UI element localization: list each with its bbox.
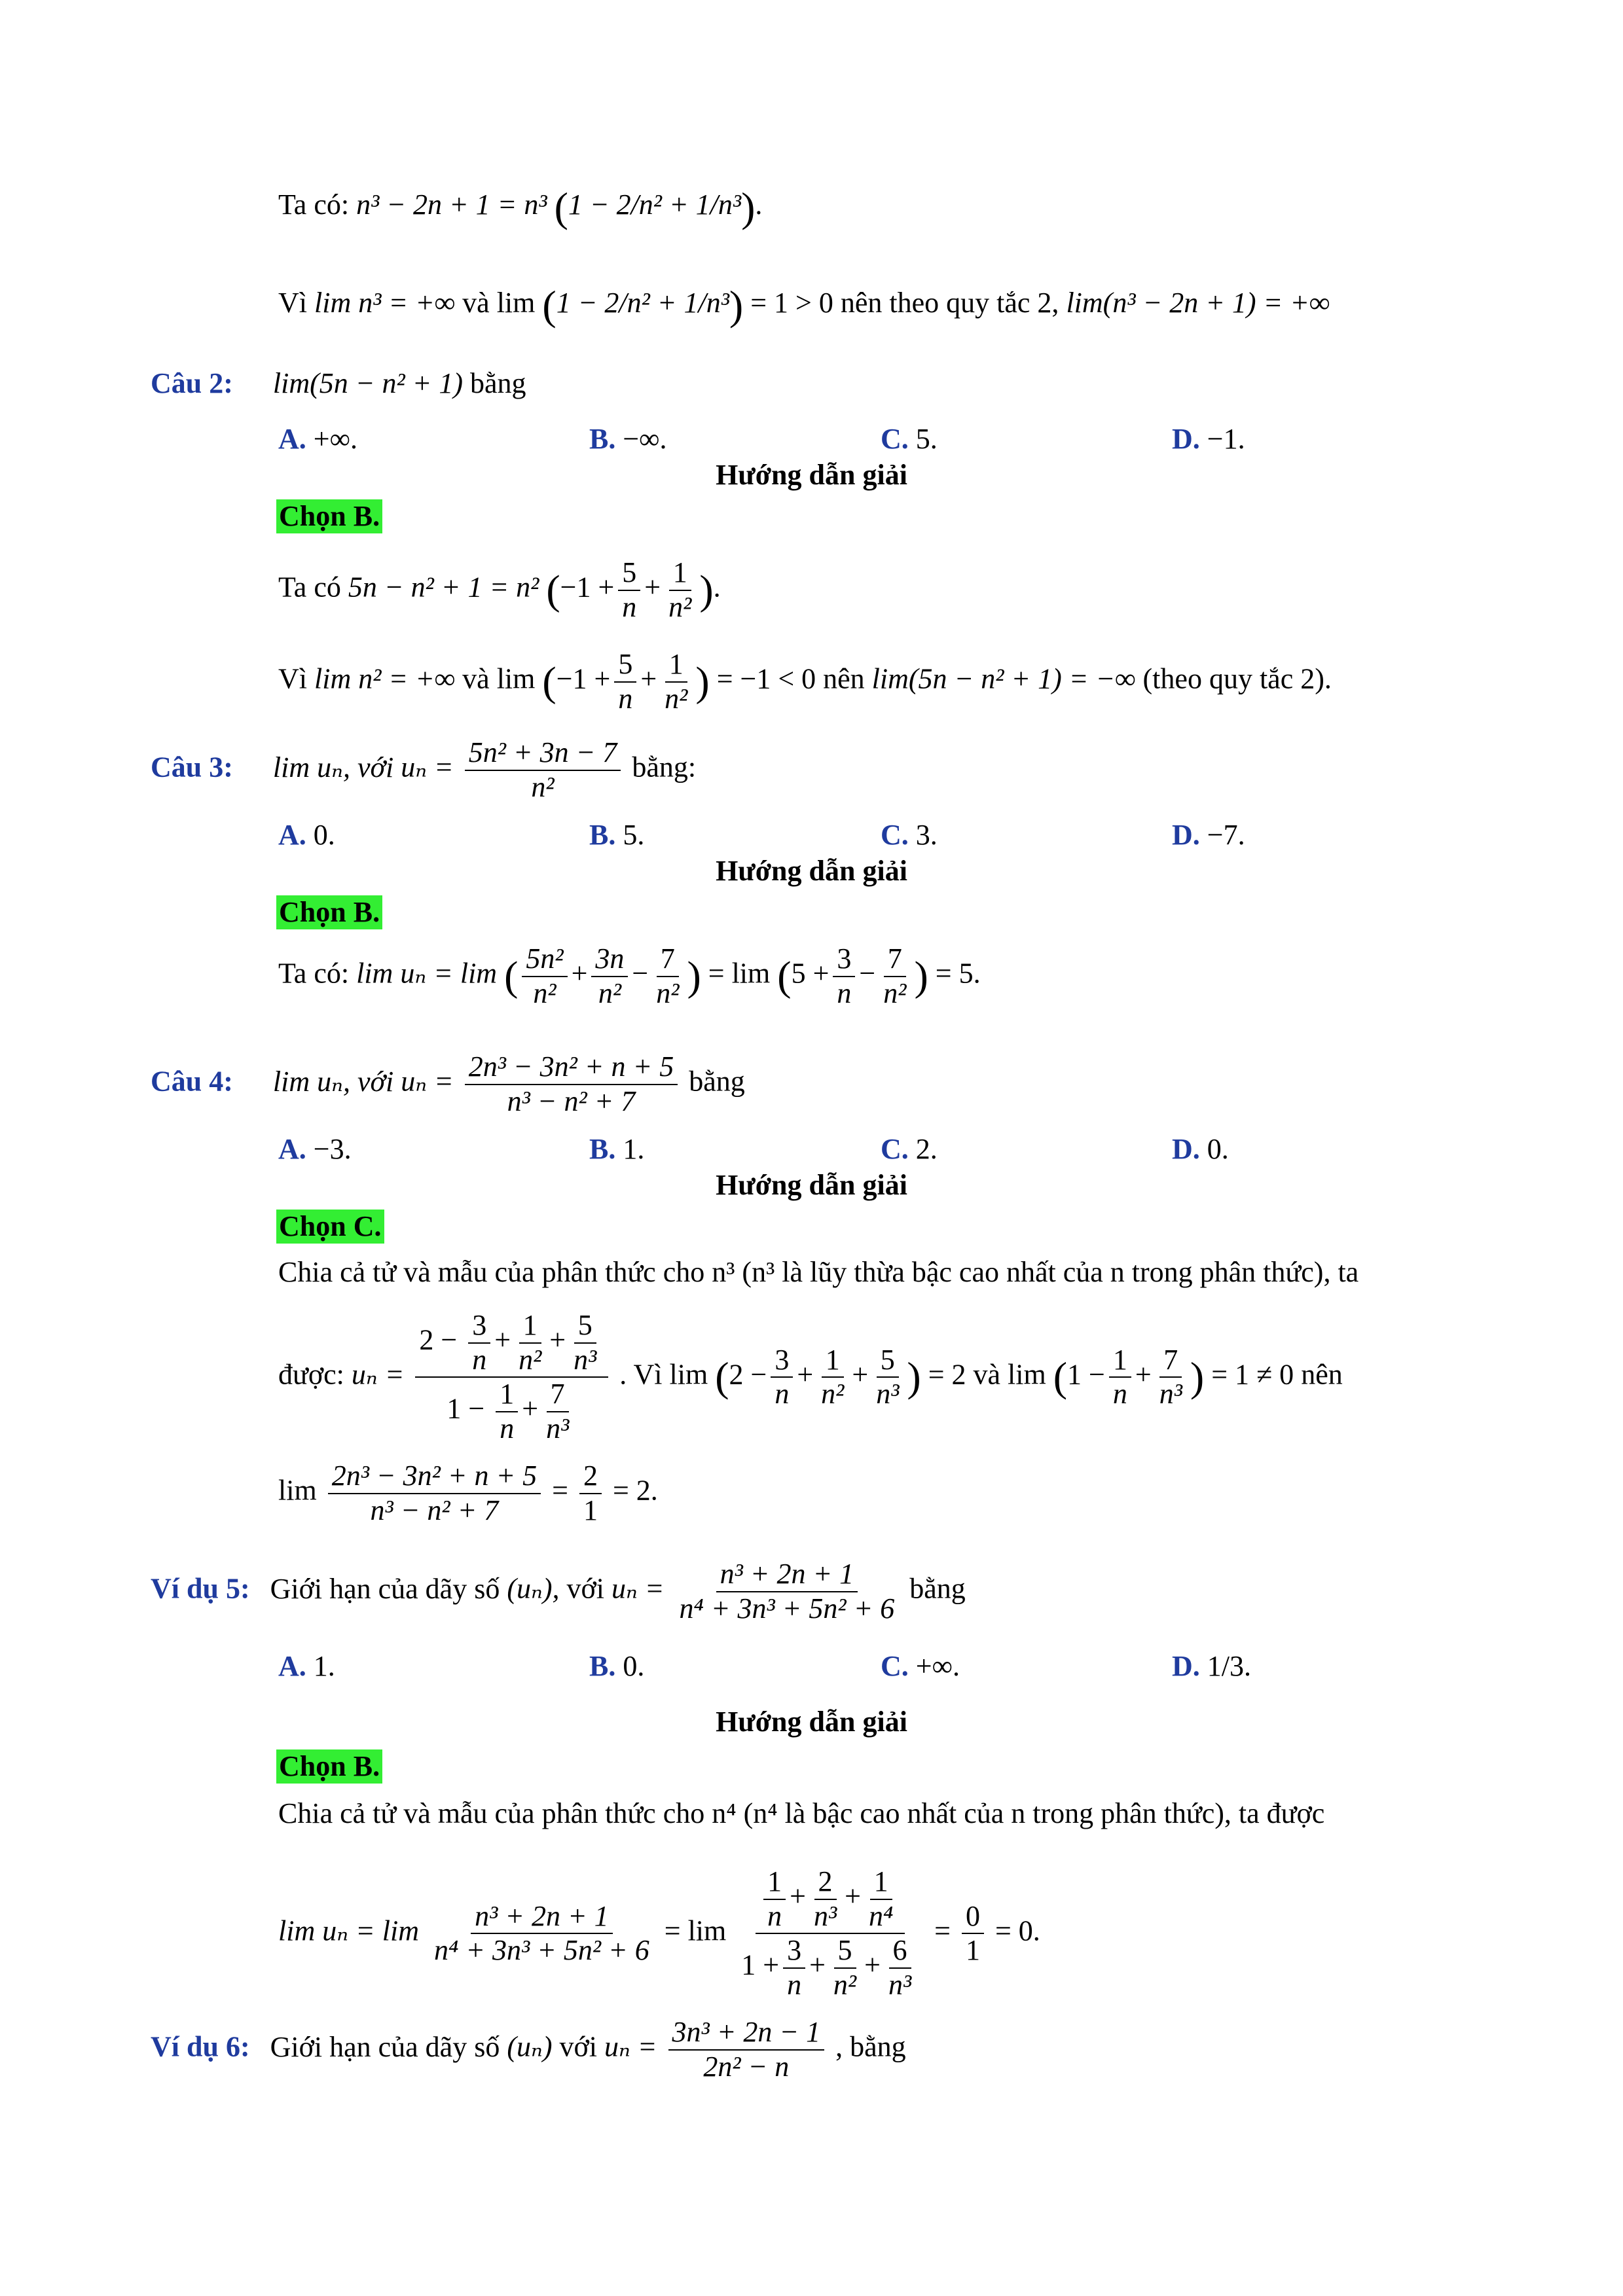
q3-lim: lim uₙ, với <box>272 751 394 783</box>
q5-guide-heading: Hướng dẫn giải <box>716 1706 907 1738</box>
q3-c-text: 3. <box>915 819 938 851</box>
q5-label: Ví dụ 5: <box>151 1572 250 1605</box>
intro-line-2: Vì lim n³ = +∞ và lim (1 − 2/n² + 1/n³) = 1 > 0 nên theo quy tắc 2, lim(n³ − 2n + 1) = +∞ <box>278 282 1330 329</box>
q5-stem <box>151 1558 966 1625</box>
q5-d-letter: D. <box>1172 1650 1200 1682</box>
q5-d-text: 1/3. <box>1207 1650 1252 1682</box>
q4-label: Câu 4: <box>151 1065 233 1098</box>
q5-sol-den: n⁴ + 3n³ + 5n² + 6 <box>433 1934 649 1967</box>
q4-a-letter: A. <box>278 1133 306 1165</box>
q4-final: lim $\frac{\text{2n³ − 3n² + n + 5}}{\text{n³ − n² + 7}}$ = $\frac{2}{1}$ = 2. <box>278 1460 658 1526</box>
intro-lim-n3: lim n³ = +∞ <box>314 287 456 319</box>
intro-line-1: Ta có: n³ − 2n + 1 = n³ (1 − 2/n² + 1/n³). <box>278 184 763 230</box>
q2-factor: 5n − n² + 1 = n² <box>348 571 539 603</box>
q3-a-text: 0. <box>313 819 335 851</box>
q4-un: uₙ = <box>401 1065 454 1098</box>
q3-option-a[interactable] <box>278 818 335 852</box>
q5-text: Giới hạn của dãy số <box>270 1572 500 1605</box>
q4-stem <box>151 1050 745 1118</box>
q6-voi: với <box>559 2030 597 2063</box>
q5-a-letter: A. <box>278 1650 306 1682</box>
q5-text-1: Chia cả tử và mẫu của phân thức cho n⁴ (n⁴ là bậc cao nhất của n trong phân thức), ta được <box>278 1797 1325 1829</box>
q3-un: uₙ = <box>401 751 454 783</box>
intro-vi: Vì <box>278 287 307 319</box>
q3-denominator: n² <box>531 770 555 803</box>
intro-va-lim: và lim <box>462 287 536 319</box>
q4-c-letter: C. <box>881 1133 909 1165</box>
q3-guide-heading: Hướng dẫn giải <box>716 855 907 887</box>
q4-final-result: = 2. <box>612 1474 658 1507</box>
q5-sol-num: n³ + 2n + 1 <box>471 1900 613 1935</box>
q4-b-text: 1. <box>623 1133 645 1165</box>
q3-numerator: 5n² + 3n − 7 <box>465 736 621 771</box>
q4-option-b[interactable] <box>589 1132 644 1166</box>
q4-answer-highlight: Chọn C. <box>276 1210 384 1244</box>
q4-tail: bằng <box>689 1065 745 1098</box>
q2-option-a[interactable] <box>278 422 357 456</box>
q2-a-text: +∞. <box>313 423 357 455</box>
q5-denominator: n⁴ + 3n³ + 5n² + 6 <box>679 1592 895 1624</box>
q3-option-d[interactable] <box>1172 818 1245 852</box>
q3-stem <box>151 736 696 804</box>
q3-d-text: −7. <box>1207 819 1245 851</box>
q3-b-text: 5. <box>623 819 645 851</box>
q3-lim-eq: lim uₙ = lim <box>356 957 498 990</box>
q5-option-d[interactable] <box>1172 1649 1251 1683</box>
q4-text-2: được: uₙ = 2 − $\frac{3}{n}$ + $\frac{1}{\text{n²}}$ + $\frac{5}{\text{n³}}$ 1 − $\frac{1}{n}$ + $\frac{7}{\text{n³}}$ . Vì lim (2 − $\frac{3}{n}$ + $\frac{1}{\text{n²}}$ + $\frac{5}{\text{n³}}$ ) = 2 và lim (1 − $\frac{1}{n}$ + $\frac{7}{\text{n³}}$ ) = 1 ≠ 0 nên <box>278 1309 1343 1444</box>
q2-rule: (theo quy tắc 2). <box>1142 662 1332 695</box>
q4-denominator: n³ − n² + 7 <box>507 1085 636 1117</box>
q3-solution: Ta có: lim uₙ = lim ( $\frac{\text{5n²}}{\text{n²}}$ + $\frac{3n}{\text{n²}}$ − $\frac{7}{\text{n²}}$ ) = lim (5 + $\frac{3}{n}$ − $\frac{7}{\text{n²}}$ ) = 5. <box>278 942 981 1009</box>
q2-answer-highlight: Chọn B. <box>276 499 382 533</box>
q6-un: uₙ = <box>604 2030 657 2063</box>
q2-solution-line-2: Vì lim n² = +∞ và lim (−1 + $\frac{5}{n}$ + $\frac{1}{\text{n²}}$ ) = −1 < 0 nên lim(5n − n² + 1) = −∞ (theo quy tắc 2). <box>278 648 1332 715</box>
q2-vi: Vì <box>278 662 307 695</box>
q5-c-letter: C. <box>881 1650 909 1682</box>
q6-denominator: 2n² − n <box>703 2050 790 2083</box>
q6-tail: , bằng <box>835 2030 906 2063</box>
q5-solution: lim uₙ = lim $\frac{\text{n³ + 2n + 1}}{\text{n⁴ + 3n³ + 5n² + 6}}$ = lim $\frac{1}{n}$ + $\frac{2}{\text{n³}}$ + $\frac{1}{\text{n⁴}}$ 1 + $\frac{3}{n}$ + $\frac{5}{\text{n²}}$ + $\frac{6}{\text{n³}}$ = $\frac{0}{1}$ = 0. <box>278 1865 1040 2001</box>
q2-option-d[interactable] <box>1172 422 1245 456</box>
q2-ta-co: Ta có <box>278 571 341 603</box>
q5-voi: với <box>566 1572 604 1605</box>
q4-final-lim: lim <box>278 1474 317 1507</box>
q5-tail: bằng <box>909 1572 966 1605</box>
q6-label: Ví dụ 6: <box>151 2030 250 2063</box>
q2-b-text: −∞. <box>623 423 667 455</box>
q4-eq-1: = 1 ≠ 0 <box>1211 1358 1294 1391</box>
q5-result: = 0. <box>994 1914 1040 1947</box>
q4-guide-heading: Hướng dẫn giải <box>716 1169 907 1201</box>
q5-option-a[interactable] <box>278 1649 335 1683</box>
q4-duoc: được: <box>278 1358 344 1391</box>
q4-numerator: 2n³ − 3n² + n + 5 <box>465 1050 678 1085</box>
q3-option-c[interactable] <box>881 818 938 852</box>
q4-va-lim: và lim <box>973 1358 1046 1391</box>
q3-tail: bằng: <box>632 751 697 783</box>
intro-cond: = 1 > 0 <box>750 287 833 319</box>
q2-lim-n2: lim n² = +∞ <box>314 662 456 695</box>
q5-answer-highlight: Chọn B. <box>276 1749 382 1784</box>
q5-a-text: 1. <box>313 1650 335 1682</box>
q3-label: Câu 3: <box>151 751 233 783</box>
q5-b-letter: B. <box>589 1650 616 1682</box>
q5-lim-eq: lim uₙ = lim <box>278 1914 419 1947</box>
intro-result: lim(n³ − 2n + 1) = +∞ <box>1066 287 1330 319</box>
q4-a-text: −3. <box>313 1133 352 1165</box>
intro-ta-co: Ta có: <box>278 188 350 221</box>
q4-un-eq: uₙ = <box>351 1358 405 1391</box>
q2-guide-heading: Hướng dẫn giải <box>716 459 907 491</box>
q2-b-letter: B. <box>589 423 616 455</box>
intro-equation-tail: 1 − 2/n² + 1/n³ <box>568 188 742 221</box>
q3-d-letter: D. <box>1172 819 1200 851</box>
intro-equation: n³ − 2n + 1 = n³ <box>356 188 547 221</box>
q2-cond: = −1 < 0 <box>716 662 816 695</box>
q4-option-c[interactable] <box>881 1132 938 1166</box>
q2-d-letter: D. <box>1172 423 1200 455</box>
q4-d-letter: D. <box>1172 1133 1200 1165</box>
q4-final-den: n³ − n² + 7 <box>370 1494 499 1526</box>
q6-sequence: (uₙ) <box>507 2030 553 2063</box>
q4-vi-lim: . Vì lim <box>619 1358 708 1391</box>
q3-result: = 5. <box>935 957 981 990</box>
q2-va: và <box>462 662 490 695</box>
q2-tail: bằng <box>470 367 526 399</box>
q5-option-b[interactable] <box>589 1649 644 1683</box>
intro-inner: 1 − 2/n² + 1/n³ <box>556 287 729 319</box>
q5-c-text: +∞. <box>915 1650 960 1682</box>
q2-stem <box>151 367 526 400</box>
q3-option-b[interactable] <box>589 818 644 852</box>
q3-b-letter: B. <box>589 819 616 851</box>
q4-nen: nên <box>1301 1358 1343 1391</box>
q3-a-letter: A. <box>278 819 306 851</box>
q4-text-1: Chia cả tử và mẫu của phân thức cho n³ (n³ là lũy thừa bậc cao nhất của n trong phân thức), ta <box>278 1256 1359 1288</box>
intro-nen: nên theo quy tắc 2, <box>840 287 1059 319</box>
q2-result: lim(5n − n² + 1) = −∞ <box>871 662 1136 695</box>
q4-option-a[interactable] <box>278 1132 352 1166</box>
q2-d-text: −1. <box>1207 423 1245 455</box>
q4-d-text: 0. <box>1207 1133 1229 1165</box>
q2-label: Câu 2: <box>151 367 233 399</box>
q2-c-text: 5. <box>915 423 938 455</box>
q5-un: uₙ = <box>611 1572 665 1605</box>
q5-numerator: n³ + 2n + 1 <box>716 1558 858 1592</box>
q3-c-letter: C. <box>881 819 909 851</box>
q5-option-c[interactable] <box>881 1649 960 1683</box>
q2-option-b[interactable] <box>589 422 667 456</box>
q5-lim-eq-2: = lim <box>664 1914 727 1947</box>
q2-option-c[interactable] <box>881 422 938 456</box>
q5-b-text: 0. <box>623 1650 645 1682</box>
q3-lim-eq-2: = lim <box>708 957 771 990</box>
q4-option-d[interactable] <box>1172 1132 1229 1166</box>
q6-text: Giới hạn của dãy số <box>270 2030 500 2063</box>
q5-sequence: (uₙ), <box>507 1572 560 1605</box>
q2-expression: lim(5n − n² + 1) <box>272 367 464 399</box>
q4-eq-2: = 2 <box>928 1358 966 1391</box>
q4-b-letter: B. <box>589 1133 616 1165</box>
q2-solution-line-1: Ta có 5n − n² + 1 = n² (−1 + $\frac{5}{n}$ + $\frac{1}{\text{n²}}$ ). <box>278 556 721 623</box>
q4-lim: lim uₙ, với <box>272 1065 394 1098</box>
q3-answer-highlight: Chọn B. <box>276 895 382 929</box>
q4-final-num: 2n³ − 3n² + n + 5 <box>328 1460 541 1494</box>
q4-c-text: 2. <box>915 1133 938 1165</box>
q6-stem <box>151 2016 906 2083</box>
q2-a-letter: A. <box>278 423 306 455</box>
q2-c-letter: C. <box>881 423 909 455</box>
q3-ta-co: Ta có: <box>278 957 350 990</box>
q2-nen: nên <box>823 662 865 695</box>
q6-numerator: 3n³ + 2n − 1 <box>668 2016 825 2051</box>
